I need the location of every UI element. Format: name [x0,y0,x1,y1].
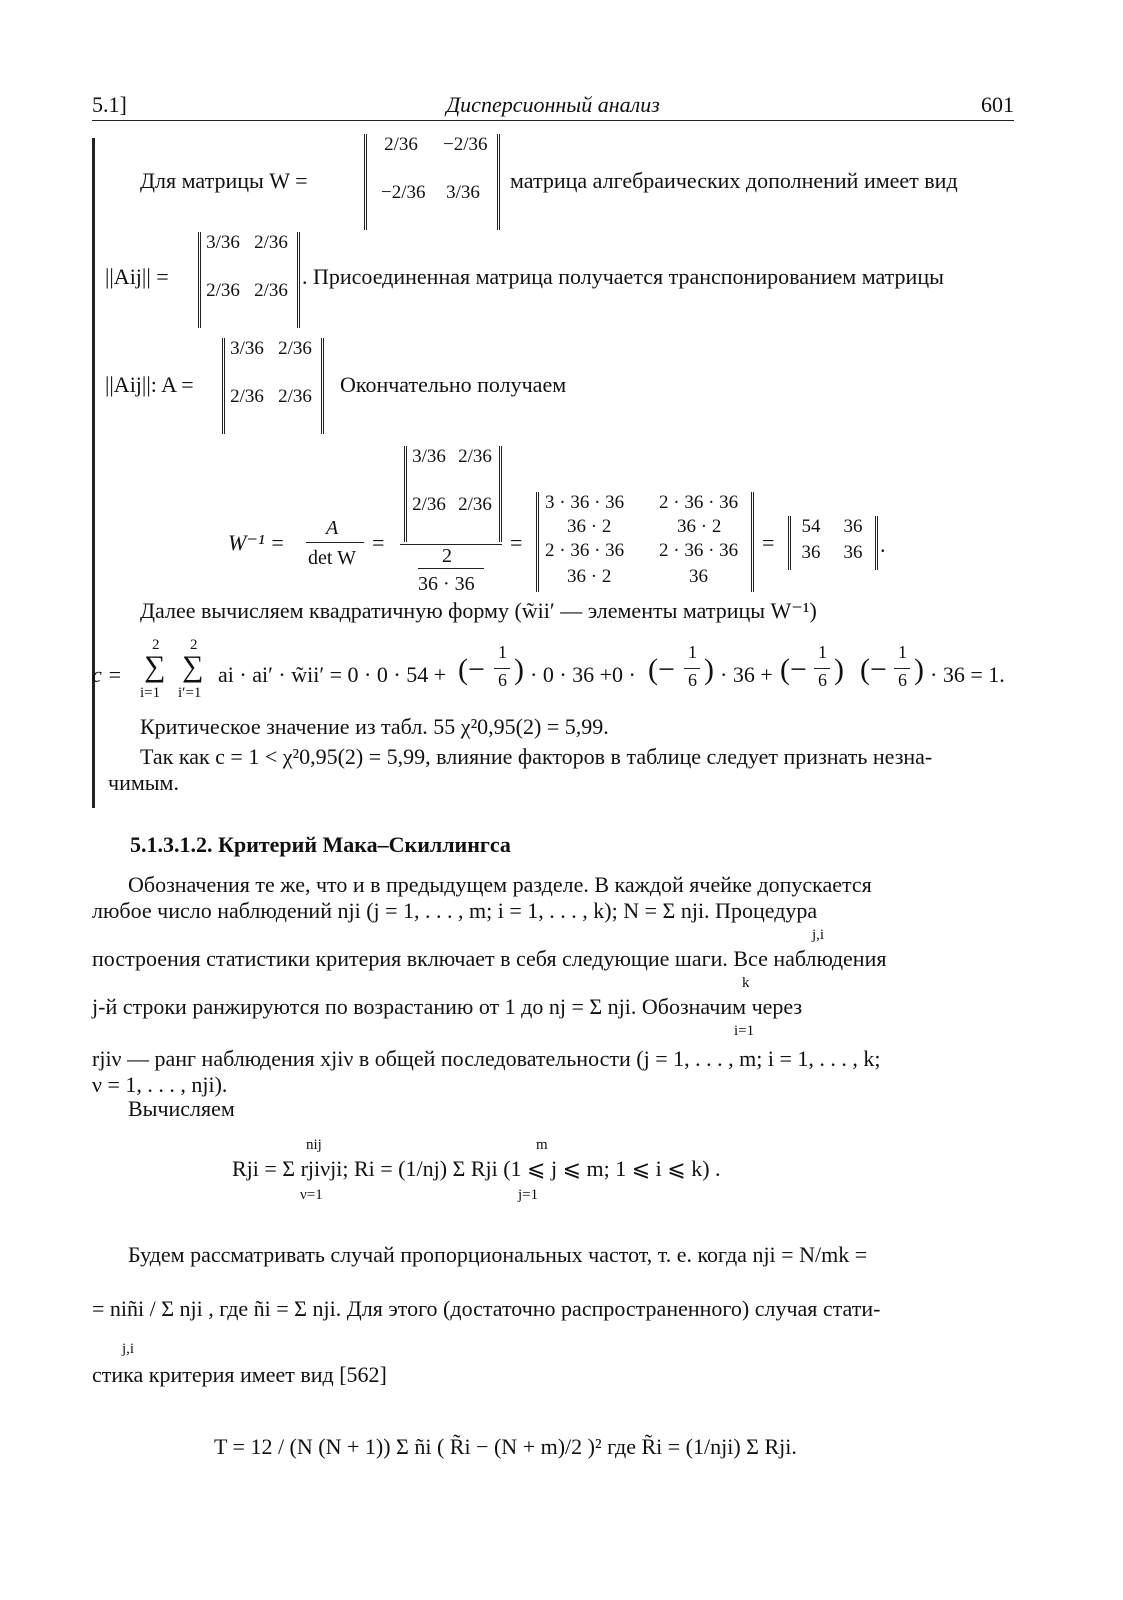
page: 5.1] Дисперсионный анализ 601 Для матрицы W = 2/36 −2/36 −2/36 3/36 матрица алгебраических дополнений имеет вид ||Aij|| = 3/36 2/36 2/36 2/36 . Присоединенная матрица получается транспонированием матрицы ||Aij||: A = 3/36 2/36 2/36 2/36 Окончательно получаем W⁻¹ = A det W = 3/36 2/36 2/36 2/36 2 36 · 36 = 3 · 36 · 36 2 · 36 · 36 36 · 2 36 · 2 2 · 36 · 36 2 · 36 · 36 36 · 2 36 = 54 36 36 36 . Далее вычисляем квадратичную форму (w̃ii′ — элементы матрицы W⁻¹) c = 2 ∑ i=1 2 ∑ i′=1 ai · ai′ · w̃ii′ = 0 · 0 · 54 + (− 1 6 ) · 0 · 36 +0 · (− 1 6 ) · 36 + (− 1 6 ) (− 1 6 ) · 36 = 1. Критическое значение из табл. 55 χ²0,95(2) = 5,99. Так как c = 1 < χ²0,95(2) = 5,99, влияние факторов в таблице следует признать незна- чимым. 5.1.3.1.2. Критерий Мака–Скиллингса Обозначения те же, что и в предыдущем разделе. В каждой ячейке допускается любое число наблюдений nji (j = 1, . . . , m; i = 1, . . . , k); N = Σ nji. Процедура j,i построения статистики критерия включает в себя следующие шаги. Все наблюдения k j-й строки ранжируются по возрастанию от 1 до nj = Σ nji. Обозначим через i=1 rjiν — ранг наблюдения xjiν в общей последовательности (j = 1, . . . , m; i = 1, . . . , k; ν = 1, . . . , nji). Вычисляем nij m Rji = Σ rjiνji; Ri = (1/nj) Σ Rji (1 ⩽ j ⩽ m; 1 ⩽ i ⩽ k) . ν=1 j=1 Будем рассматривать случай пропорциональных частот, т. е. когда nji = N/mk = = niñi / Σ nji , где ñi = Σ nji. Для этого (достаточно распространенного) случая стати- j,i стика критерия имеет вид [562] T = 12 / (N (N + 1)) Σ ñi ( R̃i − (N + m)/2 )² где R̃i = (1/nji) Σ Rji. [0,0,1123,1600]
winv-num-cell-11: 3/36 [412,446,446,467]
line3-suffix: Окончательно получаем [340,372,567,397]
line3-prefix: ||Aij||: A = [105,372,194,397]
eq1: = [372,530,385,555]
section-number: 5.1] [92,92,127,117]
result-cell-22: 36 [843,542,863,563]
p1-line3: построения статистики критерия включает в себя следующие шаги. Все наблюдения [92,946,887,971]
running-header [92,86,1014,121]
conclusion-line2: чимым. [108,770,179,795]
c-rest1: · 0 · 36 +0 · [530,662,636,687]
line1-prefix: Для матрицы W = [140,168,308,193]
step-cell-32: 2 · 36 · 36 [659,540,739,561]
line2-suffix: . Присоединенная матрица получается транспонированием матрицы [302,264,944,289]
aij-cell-21: 2/36 [206,280,240,301]
c-rest2: · 36 + [720,662,773,687]
winv-step-matrix [536,492,754,592]
formula-2: T = 12 / (N (N + 1)) Σ ñi ( R̃i − (N + m)/2 )² где R̃i = (1/nji) Σ Rji. [214,1434,797,1459]
result-cell-11: 54 [801,516,821,537]
compute-word: Вычисляем [128,1096,235,1121]
conclusion-line1: Так как c = 1 < χ²0,95(2) = 5,99, влияние факторов в таблице следует признать незна- [140,744,933,769]
a-cell-21: 2/36 [230,386,264,407]
margin-bar [92,138,95,808]
aij-cell-22: 2/36 [254,280,288,301]
p2-line2: = niñi / Σ nji , где ñi = Σ nji. Для этого (достаточно распространенного) случая стати- [92,1296,881,1321]
eq2: = [510,530,523,555]
step-cell-31: 2 · 36 · 36 [545,540,625,561]
line1-suffix: матрица алгебраических дополнений имеет вид [510,168,958,193]
aij-cell-11: 3/36 [206,232,240,253]
w-cell-12: −2/36 [443,134,488,155]
a-cell-12: 2/36 [278,338,312,359]
p1-line1: Обозначения те же, что и в предыдущем разделе. В каждой ячейке допускается [128,872,872,897]
section-heading: 5.1.3.1.2. Критерий Мака–Скиллингса [130,832,511,857]
p2-line3: стика критерия имеет вид [562] [92,1362,387,1387]
winv-den-num: 2 [442,545,452,567]
c-body: ai · ai′ · w̃ii′ = 0 · 0 · 54 + [218,662,447,687]
step-cell-22: 36 · 2 [677,516,722,537]
formula-1: Rji = Σ rjiνji; Ri = (1/nj) Σ Rji (1 ⩽ j ⩽ m; 1 ⩽ i ⩽ k) . [232,1156,721,1181]
aij-matrix [198,232,300,328]
winv-result-matrix [788,516,878,570]
winv-num-matrix [404,446,502,542]
w-cell-11: 2/36 [384,134,418,155]
p1-line6: ν = 1, . . . , nji). [92,1072,228,1097]
quad-text: Далее вычисляем квадратичную форму (w̃ii′ — элементы матрицы W⁻¹) [140,598,817,623]
w-matrix [364,134,500,230]
aij-label: ||Aij|| = [105,264,169,289]
result-cell-12: 36 [843,516,863,537]
step-cell-11: 3 · 36 · 36 [545,492,625,513]
winv-num-cell-12: 2/36 [458,446,492,467]
p1-line5: rjiν — ранг наблюдения xjiν в общей последовательности (j = 1, . . . , m; i = 1, . . . , k; [92,1046,881,1071]
step-cell-12: 2 · 36 · 36 [659,492,739,513]
winv-den-line [418,568,484,569]
running-title: Дисперсионный анализ [446,92,660,117]
a-matrix [222,338,324,434]
eq3: = [762,530,775,555]
critical-line: Критическое значение из табл. 55 χ²0,95(2) = 5,99. [140,714,609,739]
step-cell-42: 36 [689,566,708,587]
p1-line2: любое число наблюдений nji (j = 1, . . . , m; i = 1, . . . , k); N = Σ nji. Процедура [92,898,818,923]
winv-den-den: 36 · 36 [418,573,475,595]
step-cell-41: 36 · 2 [567,566,612,587]
w-cell-22: 3/36 [446,182,480,203]
aij-cell-12: 2/36 [254,232,288,253]
winv-num-cell-22: 2/36 [458,494,492,515]
a-cell-22: 2/36 [278,386,312,407]
c-rest3: · 36 = 1. [930,662,1005,687]
a-cell-11: 3/36 [230,338,264,359]
result-cell-21: 36 [801,542,821,563]
page-number: 601 [981,92,1014,117]
winv-frac-num: A [326,517,339,539]
winv-num-cell-21: 2/36 [412,494,446,515]
c-lhs: c = [92,662,123,687]
w-cell-21: −2/36 [381,182,426,203]
p2-line1: Будем рассматривать случай пропорциональных частот, т. е. когда nji = N/mk = [128,1242,868,1267]
winv-frac-den: det W [308,547,356,569]
winv-frac-line [306,542,364,543]
winv-label: W⁻¹ = [228,530,285,555]
step-cell-21: 36 · 2 [567,516,612,537]
p1-line4: j-й строки ранжируются по возрастанию от 1 до nj = Σ nji. Обозначим через [92,994,803,1019]
